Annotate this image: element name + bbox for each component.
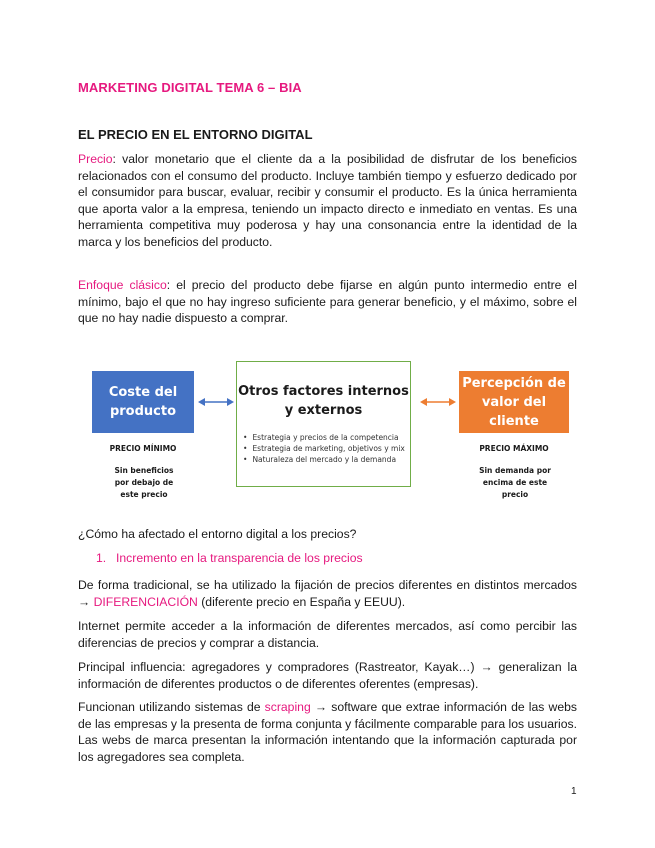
term-scraping: scraping <box>264 700 311 714</box>
other-factors-box <box>236 361 411 487</box>
other-factor-item: • Estrategia de marketing, objetivos y mix <box>243 443 405 454</box>
left-double-arrow-icon <box>198 396 234 408</box>
document-title: MARKETING DIGITAL TEMA 6 – BIA <box>78 80 302 95</box>
paragraph-text: Funcionan utilizando sistemas de <box>78 700 265 714</box>
other-factor-item: • Naturaleza del mercado y la demanda <box>243 454 405 465</box>
list-number: 1. <box>96 551 107 565</box>
paragraph-text: De forma tradicional, se ha utilizado la fijación de precios diferentes en distintos mercados <box>78 578 577 592</box>
customer-value-label: Percepción de valor del cliente <box>462 375 566 429</box>
term-precio: Precio <box>78 152 113 166</box>
paragraph-text: generalizan la información de diferentes productos o de diferentes oferentes (empresas). <box>78 660 578 691</box>
right-double-arrow-icon <box>420 396 456 408</box>
paragraph-diferenciacion <box>78 577 577 610</box>
term-enfoque-clasico: Enfoque clásico <box>78 278 167 292</box>
paragraph-agregadores <box>78 659 577 692</box>
paragraph-enfoque-text: : el precio del producto debe fijarse en algún punto intermedio entre el mínimo, bajo el que no hay ingreso suficiente para generar beneficio, y el máximo, sobre el que no hay nadie dispuesto a comprar. <box>78 278 577 325</box>
question-text: ¿Cómo ha afectado el entorno digital a los precios? <box>78 527 357 541</box>
paragraph-text: Principal influencia: agregadores y compradores (Rastreator, Kayak…) <box>78 660 481 674</box>
term-diferenciacion: DIFERENCIACIÓN <box>93 594 198 609</box>
section-heading: EL PRECIO EN EL ENTORNO DIGITAL <box>78 127 313 142</box>
paragraph-internet: Internet permite acceder a la información de diferentes mercados, así como percibir las diferencias de precios y comprar a distancia. <box>78 619 577 650</box>
other-factor-item: • Estrategia y precios de la competencia <box>243 432 405 443</box>
cost-product-label: Coste del producto <box>108 385 178 419</box>
page-number: 1 <box>571 786 577 797</box>
arrow-right-icon: → <box>78 594 91 609</box>
max-price-note: Sin demanda por encima de este precio <box>479 466 551 499</box>
paragraph-text: software que extrae información de las webs de las empresas y la presenta de forma conjunta y fácilmente comparable para los usuarios. Las webs de marca presentan la información intentando que la información capturada por los agregadores sea completa. <box>78 700 577 764</box>
max-price-label: PRECIO MÁXIMO <box>479 444 549 453</box>
arrow-right-icon: → <box>314 700 328 714</box>
paragraph-enfoque <box>78 277 577 327</box>
customer-value-box <box>459 371 569 433</box>
other-factors-list <box>243 432 405 465</box>
arrow-right-icon: → <box>480 660 493 674</box>
cost-product-box <box>92 371 194 433</box>
numbered-list-item <box>96 551 363 565</box>
list-item-text: Incremento en la transparencia de los precios <box>116 551 363 565</box>
other-factors-title: Otros factores internos y externos <box>238 384 409 418</box>
paragraph-scraping <box>78 699 577 765</box>
min-price-label: PRECIO MÍNIMO <box>109 444 177 453</box>
paragraph-precio-text: : valor monetario que el cliente da a la posibilidad de disfrutar de los beneficios relacionados con el consumo del producto. Incluye también tiempo y esfuerzo dedicado por el consumidor para buscar, evaluar, recibir y consumir el producto. Es la única herramienta que aporta valor a la empresa, teniendo un impacto directo e inmediato en ventas. Es una herramienta competitiva muy poderosa y hay una consonancia entre la identidad de la marca y los beneficios del producto. <box>78 152 577 249</box>
min-price-note: Sin beneficios por debajo de este precio <box>114 466 174 499</box>
paragraph-text: (diferente precio en España y EEUU). <box>197 594 406 609</box>
paragraph-precio <box>78 151 577 250</box>
